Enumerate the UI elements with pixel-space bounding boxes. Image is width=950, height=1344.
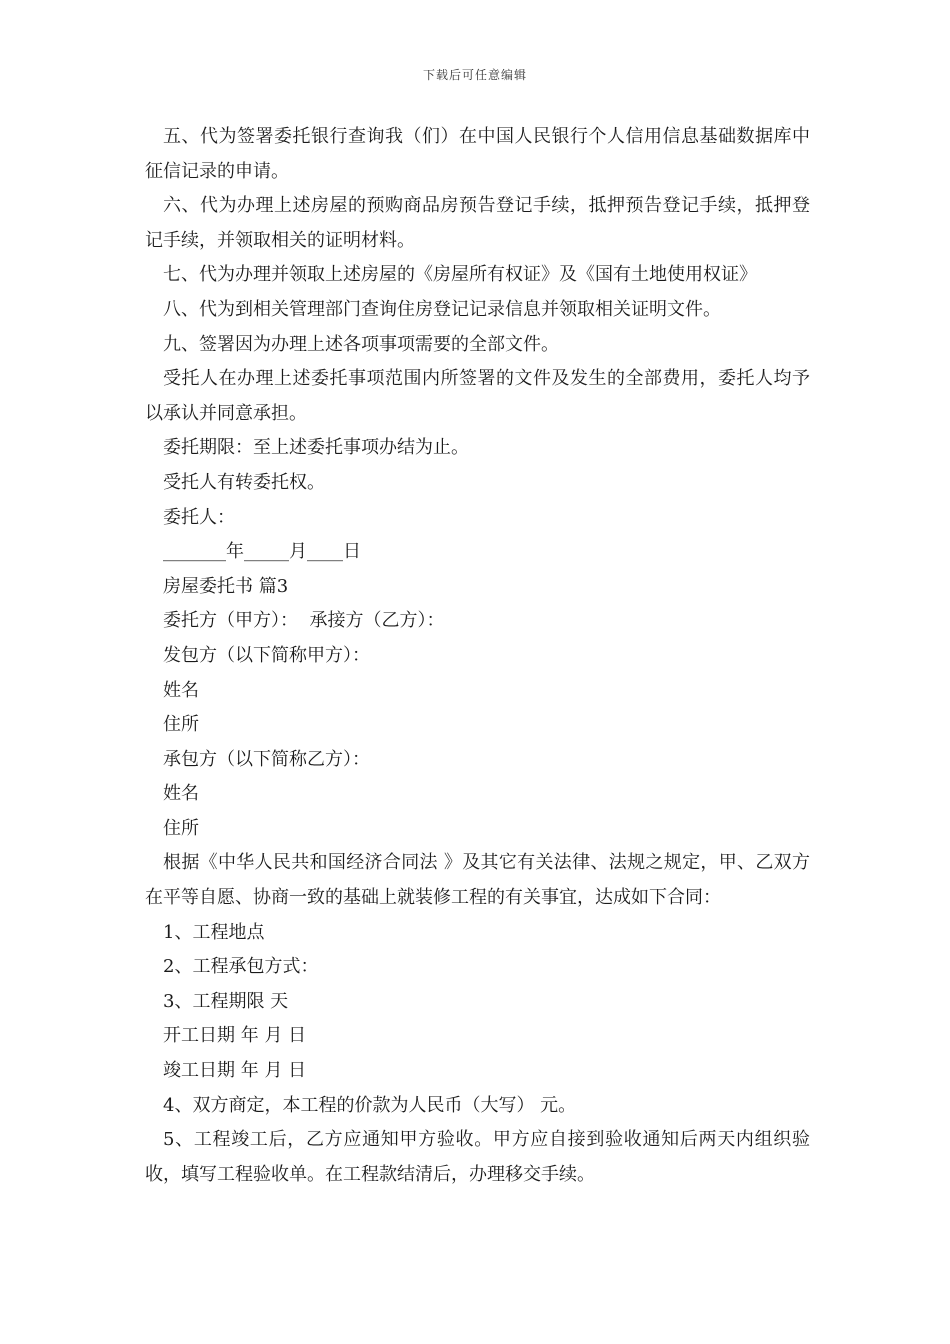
paragraph-date-line: _______年_____月____日 — [163, 541, 361, 563]
paragraph-employer: 发包方（以下简称甲方）： — [163, 644, 370, 666]
paragraph-expenses: 受托人在办理上述委托事项范围内所签署的文件及发生的全部费用，委托人均予以承认并同意承担。 — [145, 368, 810, 424]
paragraph-subdelegation: 受托人有转委托权。 — [163, 471, 325, 493]
clause-2: 2、工程承包方式： — [163, 956, 319, 978]
paragraph-employer-name: 姓名 — [163, 679, 199, 701]
paragraph-term: 委托期限：至上述委托事项办结为止。 — [163, 437, 469, 459]
paragraph-parties: 委托方（甲方）： 承接方（乙方）： — [163, 610, 445, 632]
paragraph-basis: 根据《中华人民共和国经济合同法 》及其它有关法律、法规之规定，甲、乙双方在平等自愿、协商一致的基础上就装修工程的有关事宜，达成如下合同： — [145, 852, 810, 909]
paragraph-contractor-address: 住所 — [163, 817, 199, 839]
paragraph-item-5: 五、代为签署委托银行查询我（们）在中国人民银行个人信用信息基础数据库中征信记录的申请。 — [145, 126, 810, 182]
paragraph-item-7: 七、代为办理并领取上述房屋的《房屋所有权证》及《国有土地使用权证》 — [163, 264, 757, 286]
clause-5: 5、工程竣工后，乙方应通知甲方验收。甲方应自接到验收通知后两天内组织验收，填写工程验收单。在工程款结清后，办理移交手续。 — [145, 1129, 810, 1185]
paragraph-item-8: 八、代为到相关管理部门查询住房登记记录信息并领取相关证明文件。 — [163, 298, 721, 320]
clause-3: 3、工程期限 天 — [163, 990, 289, 1012]
paragraph-contractor: 承包方（以下简称乙方）： — [163, 748, 370, 770]
paragraph-item-6: 六、代为办理上述房屋的预购商品房预告登记手续，抵押预告登记手续，抵押登记手续，并领取相关的证明材料。 — [145, 195, 810, 251]
section-title: 房屋委托书 篇3 — [163, 575, 289, 597]
paragraph-employer-address: 住所 — [163, 714, 199, 736]
document-body — [145, 120, 810, 1192]
page-header: 下载后可任意编辑 — [422, 68, 527, 82]
clause-4: 4、双方商定，本工程的价款为人民币（大写） 元。 — [163, 1094, 577, 1116]
clause-end-date: 竣工日期 年 月 日 — [163, 1060, 307, 1082]
clause-1: 1、工程地点 — [163, 921, 265, 943]
paragraph-item-9: 九、签署因为办理上述各项事项需要的全部文件。 — [163, 333, 559, 355]
paragraph-principal: 委托人： — [163, 506, 235, 528]
paragraph-contractor-name: 姓名 — [163, 783, 199, 805]
clause-start-date: 开工日期 年 月 日 — [163, 1025, 307, 1047]
